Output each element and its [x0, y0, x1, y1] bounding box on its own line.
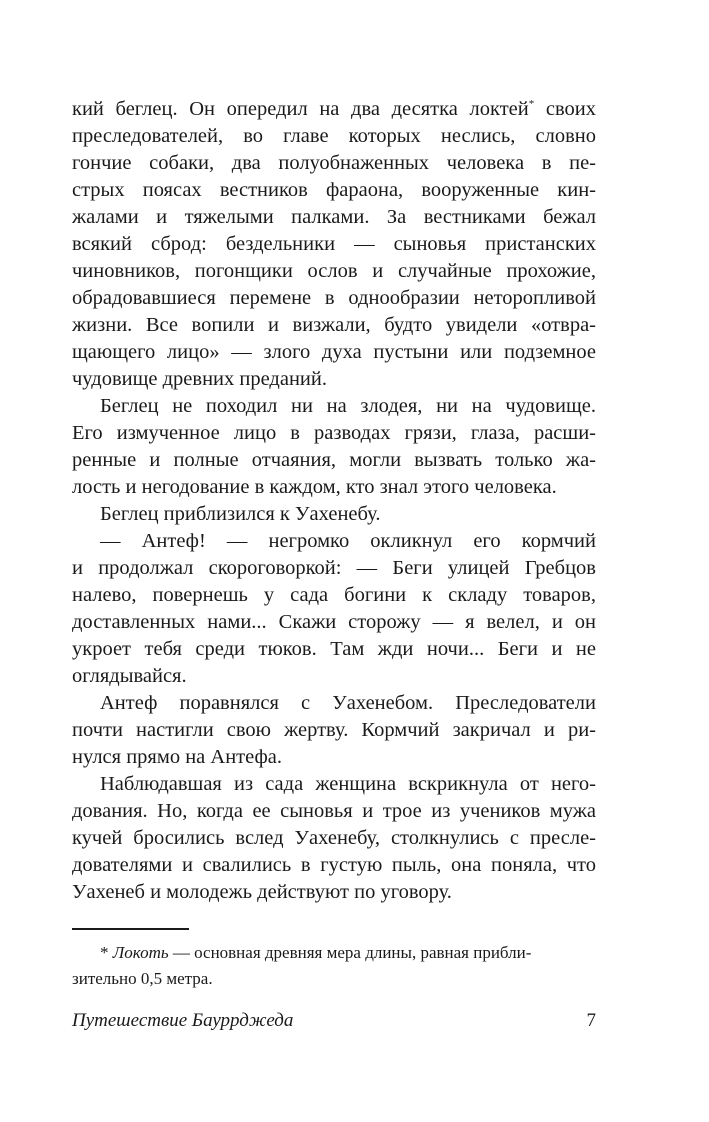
- text-line: жалами и тяжелыми палками. За вестниками бежал: [72, 206, 596, 228]
- text-line: чиновников, погонщики ослов и случайные прохожие,: [72, 260, 596, 282]
- footnote-divider: [72, 928, 189, 930]
- page-number: 7: [586, 1010, 596, 1031]
- body-text: [72, 96, 596, 906]
- footnote-marker[interactable]: *: [528, 98, 535, 110]
- footnote-term: Локоть: [112, 943, 169, 962]
- text-line: дователями и свалились в густую пыль, она поняла, что: [72, 854, 596, 876]
- text-line: оглядывайся.: [72, 665, 187, 687]
- text-line: жизни. Все вопили и визжали, будто увидели «отвра-: [72, 314, 596, 336]
- footnote-line: [72, 940, 596, 966]
- paragraph-first-line: Беглец не походил ни на злодея, ни на чудовище.: [100, 395, 596, 417]
- paragraph-first-line: Беглец приблизился к Уахенебу.: [100, 503, 381, 525]
- paragraph-first-line: Антеф поравнялся с Уахенебом. Преследователи: [100, 692, 596, 714]
- text-line: лость и негодование в каждом, кто знал этого человека.: [72, 476, 557, 498]
- text-line: гончие собаки, два полуобнаженных человека в пе-: [72, 152, 596, 174]
- text-line: обрадовавшиеся перемене в однообразии неторопливой: [72, 287, 596, 309]
- footnote: [72, 940, 596, 992]
- text-line: нулся прямо на Антефа.: [72, 746, 282, 768]
- text-line: стрых поясах вестников фараона, вооруженные кин-: [72, 179, 596, 201]
- text-line: щающего лицо» — злого духа пустыни или подземное: [72, 341, 596, 363]
- text-line: налево, повернешь у сада богини к складу товаров,: [72, 584, 596, 606]
- text-line: и продолжал скороговоркой: — Беги улицей Гребцов: [72, 557, 596, 579]
- text-line: дования. Но, когда ее сыновья и трое из учеников мужа: [72, 800, 596, 822]
- footnote-asterisk: *: [100, 943, 109, 962]
- footnote-line: зительно 0,5 метра.: [72, 969, 213, 988]
- text-line: чудовище древних преданий.: [72, 368, 327, 390]
- text-line: кучей бросились вслед Уахенебу, столкнулись с пресле-: [72, 827, 596, 849]
- running-title: Путешествие Бауррджеда: [72, 1010, 294, 1031]
- text-line: Его измученное лицо в разводах грязи, глаза, расши-: [72, 422, 596, 444]
- dialogue-line: — Антеф! — негромко окликнул его кормчий: [100, 530, 596, 552]
- text-line: Уахенеб и молодежь действуют по уговору.: [72, 881, 452, 903]
- text-line: кий беглец. Он опередил на два десятка локтей* своих: [72, 98, 596, 120]
- text-line: укроет тебя среди тюков. Там жди ночи... Беги и не: [72, 638, 596, 660]
- text-line: преследователей, во главе которых неслись, словно: [72, 125, 596, 147]
- text-line: почти настигли свою жертву. Кормчий закричал и ри-: [72, 719, 596, 741]
- text-line: ренные и полные отчаяния, могли вызвать только жа-: [72, 449, 596, 471]
- footnote-definition: — основная древняя мера длины, равная прибли-: [168, 943, 532, 962]
- text-line: доставленных нами... Скажи сторожу — я велел, и он: [72, 611, 596, 633]
- text-line: всякий сброд: бездельники — сыновья пристанских: [72, 233, 596, 255]
- paragraph-first-line: Наблюдавшая из сада женщина вскрикнула от него-: [100, 773, 596, 795]
